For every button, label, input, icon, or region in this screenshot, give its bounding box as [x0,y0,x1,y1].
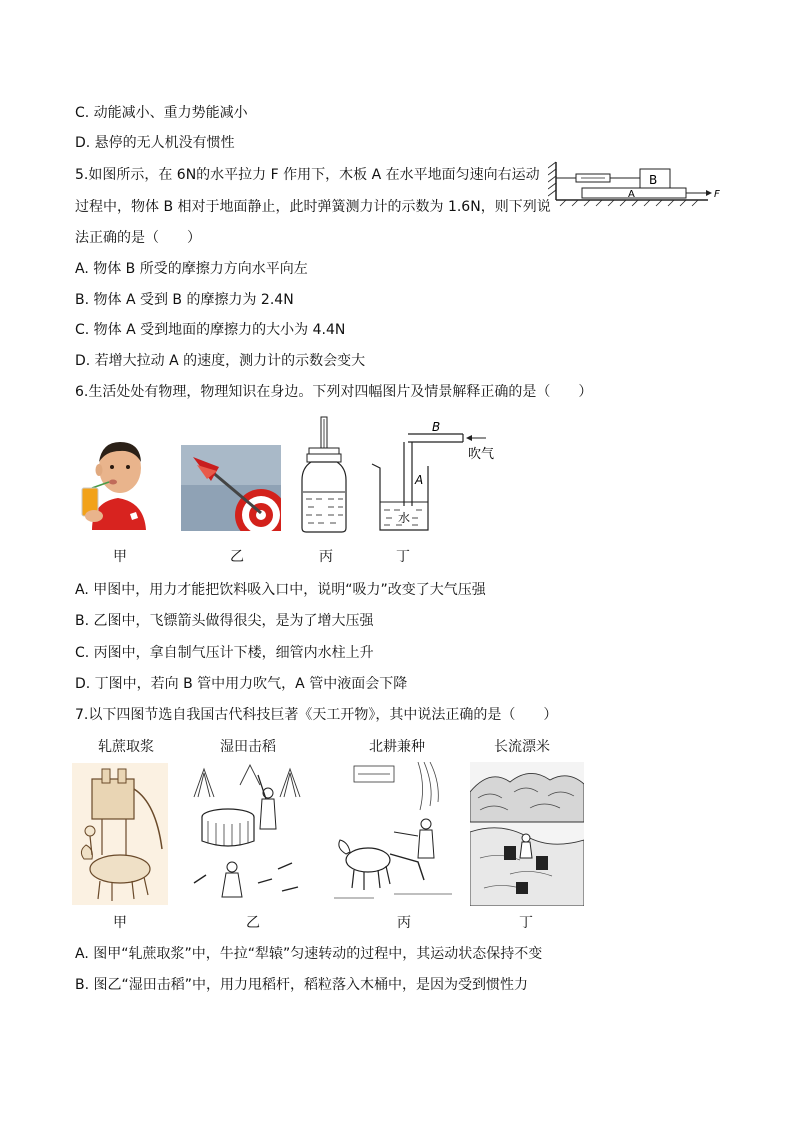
q5-label-a: A [628,189,635,200]
q7-title-2: 湿田击稻 [220,739,276,755]
q5-diagram [548,160,728,208]
q6-option-a: A. 甲图中，用力才能把饮料吸入口中，说明“吸力”改变了大气压强 [75,582,486,598]
q7-figure-ding [470,762,584,906]
q6-label-water: 水 [398,511,411,525]
q6-figure-ding [368,418,500,536]
q7-caption-ding: 丁 [519,915,533,931]
q5-label-f: F [714,189,720,200]
q7-figure-yi [188,763,308,907]
q7-figure-bing [334,762,454,906]
q7-caption-jia: 甲 [113,915,127,931]
q5-label-b: B [649,173,658,187]
q5-stem-line3: 法正确的是（ ） [75,230,201,246]
q7-title-1: 轧蔗取浆 [98,739,154,755]
q6-stem: 6.生活处处有物理，物理知识在身边。下列对四幅图片及情景解释正确的是（ ） [75,384,593,400]
q7-option-b: B. 图乙“湿田击稻”中，用力甩稻杆，稻粒落入木桶中，是因为受到惯性力 [75,977,529,993]
q6-caption-bing: 丙 [319,549,333,565]
q6-caption-yi: 乙 [230,549,244,565]
q6-caption-jia: 甲 [113,549,127,565]
q5-option-b: B. 物体 A 受到 B 的摩擦力为 2.4N [75,292,294,308]
q7-title-4: 长流漂米 [494,739,550,755]
q5-option-d: D. 若增大拉动 A 的速度，测力计的示数会变大 [75,353,366,369]
q6-caption-ding: 丁 [396,549,410,565]
q4-option-d: D. 悬停的无人机没有惯性 [75,135,235,151]
q7-figure-jia [72,763,168,905]
q7-option-a: A. 图甲“轧蔗取浆”中，牛拉“犁辕”匀速转动的过程中，其运动状态保持不变 [75,946,543,962]
q5-option-c: C. 物体 A 受到地面的摩擦力的大小为 4.4N [75,322,346,338]
q4-option-c: C. 动能减小、重力势能减小 [75,105,248,121]
q5-option-a: A. 物体 B 所受的摩擦力方向水平向左 [75,261,308,277]
q6-option-d: D. 丁图中，若向 B 管中用力吹气，A 管中液面会下降 [75,676,408,692]
q6-label-a: A [415,473,424,487]
q6-figure-yi [181,445,281,531]
q7-caption-yi: 乙 [246,915,260,931]
q7-title-3: 北耕兼种 [369,739,425,755]
q6-label-b: B [432,420,441,434]
q6-option-c: C. 丙图中，拿自制气压计下楼，细管内水柱上升 [75,645,374,661]
q6-option-b: B. 乙图中，飞镖箭头做得很尖，是为了增大压强 [75,613,374,629]
q6-figure-jia [78,436,158,530]
q5-stem-line1: 5.如图所示，在 6N的水平拉力 F 作用下，木板 A 在水平地面匀速向右运动 [75,167,540,183]
q6-figure-bing [298,416,350,534]
q6-label-blow: 吹气 [468,447,495,462]
q5-stem-line2: 过程中，物体 B 相对于地面静止，此时弹簧测力计的示数为 1.6N，则下列说 [75,199,551,215]
q7-stem: 7.以下四图节选自我国古代科技巨著《天工开物》，其中说法正确的是（ ） [75,707,558,723]
q7-caption-bing: 丙 [397,915,411,931]
